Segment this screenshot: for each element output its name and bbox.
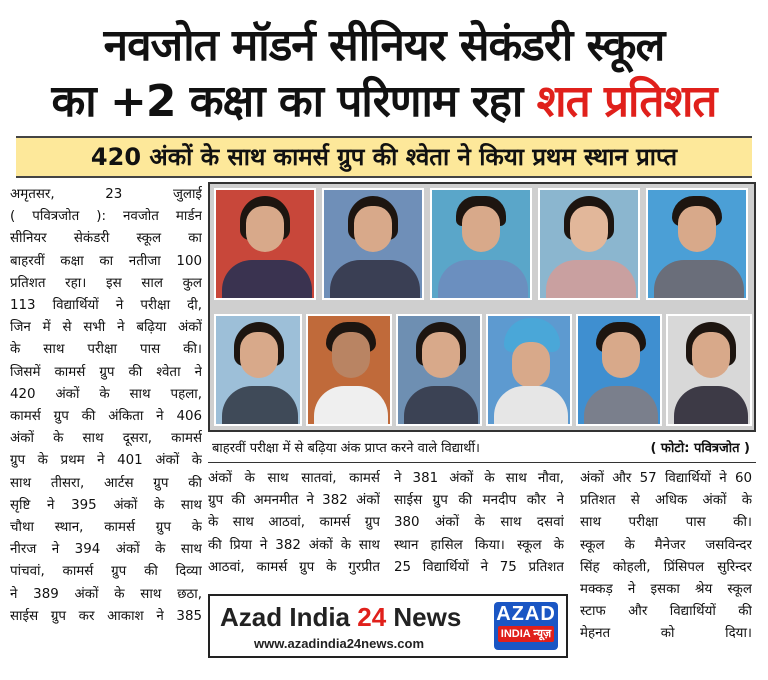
brand-name-suffix: News (386, 602, 462, 632)
student-photo-collage (208, 182, 756, 432)
article-line: ने 389 अंकों के साथ छठा, (10, 586, 202, 602)
article-line: स्टाफ और विद्यार्थियों की (580, 604, 752, 620)
article-line: जिसमें कामर्स ग्रुप की श्वेता ने (10, 364, 202, 380)
article-line: मेहनत को दिया। (580, 626, 752, 642)
student-photo (214, 188, 316, 300)
article-line: सिंह कोहली, प्रिंसिपल सुरिन्दर (580, 559, 752, 575)
article-column-4 (580, 468, 752, 646)
subheadline-bar: 420 अंकों के साथ कामर्स ग्रुप की श्वेता ने किया प्रथम स्थान प्राप्त (16, 136, 752, 178)
article-line: ने 381 अंकों के साथ नौवा, (394, 471, 564, 486)
student-photo (666, 314, 752, 426)
student-photo (576, 314, 662, 426)
headline-line2 (0, 74, 768, 130)
article-line: अमृतसर, 23 जुलाई (10, 187, 202, 202)
article-line: बाहरवीं कक्षा का नतीजा 100 (10, 253, 202, 269)
article-line: के साथ परीक्षा पास की। (10, 342, 202, 358)
article-line: साथ परीक्षा पास की। (580, 515, 752, 531)
article-line: स्कूल के मैनेजर जसविन्दर (580, 537, 752, 553)
article-line: अंकों के साथ सातवां, कामर्स (208, 471, 380, 486)
headline-line1: नवजोत मॉडर्न सीनियर सेकंडरी स्कूल (103, 20, 665, 71)
article-line: 25 विद्यार्थियों ने 75 प्रतिशत (394, 559, 564, 575)
photo-credit: ( फोटो: पवित्रजोत ) (650, 441, 750, 456)
article-line: 380 अंकों के साथ दसवां (394, 515, 564, 531)
article-line: स्थान हासिल किया। स्कूल के (394, 537, 564, 553)
article-line: के साथ आठवां, कामर्स ग्रुप (208, 515, 380, 531)
article-line: साईस ग्रुप की मनदीप कौर ने (394, 493, 564, 509)
student-photo (396, 314, 482, 426)
article-line: सृष्टि ने 395 अंकों के साथ (10, 497, 202, 513)
article-line: आठवां, कामर्स ग्रुप के गुरप्रीत (208, 559, 380, 575)
article-line: ( पवित्रजोत ): नवजोत मार्डन (10, 209, 202, 225)
student-photo (430, 188, 532, 300)
article-column-3 (394, 468, 564, 579)
article-line: ग्रुप के प्रथम ने 401 अंकों के (10, 453, 202, 469)
brand-banner (208, 594, 568, 658)
student-photo (646, 188, 748, 300)
headline-highlight: शत प्रतिशत (536, 76, 717, 127)
article-line: नीरज ने 394 अंकों के साथ (10, 542, 202, 558)
article-line: साथ तीसरा, आर्टस ग्रुप की (10, 475, 202, 491)
student-photo (306, 314, 392, 426)
article-line: अंकों के साथ दूसरा, कामर्स (10, 431, 202, 447)
student-photo (322, 188, 424, 300)
article-line: कामर्स ग्रुप की अंकिता ने 406 (10, 409, 202, 425)
photo-caption-bar (208, 436, 756, 463)
brand-name-prefix: Azad India (220, 602, 358, 632)
article-line: 420 अंकों के साथ पहला, (10, 386, 202, 402)
brand-logo-icon (494, 602, 558, 650)
student-photo (214, 314, 302, 426)
logo-top-text: AZAD (496, 603, 556, 625)
article-line: अंकों और 57 विद्यार्थियों ने 60 (580, 471, 752, 486)
article-line: मक्कड़ ने इसका श्रेय स्कूल (580, 582, 752, 598)
article-column-1 (10, 184, 202, 628)
article-line: पांचवां, कामर्स ग्रुप की दिव्या (10, 564, 202, 580)
article-column-2 (208, 468, 380, 579)
article-line: प्रतिशत रहा। इस साल कुल (10, 275, 202, 291)
headline-line2-prefix: का +2 कक्षा का परिणाम रहा (51, 76, 523, 127)
photo-caption: बाहरवीं परीक्षा में से बढ़िया अंक प्राप्त करने वाले विद्यार्थी। (212, 441, 480, 456)
article-line: साईस ग्रुप कर आकाश ने 385 (10, 608, 202, 624)
article-line: प्रतिशत से अधिक अंकों के (580, 493, 752, 509)
brand-name-number: 24 (357, 602, 387, 632)
article-line: सीनियर सेकंडरी स्कूल का (10, 231, 202, 247)
article-line: जिन में से सभी ने बढ़िया अंकों (10, 320, 202, 336)
brand-name (220, 602, 461, 633)
article-line: की प्रिया ने 382 अंकों के साथ (208, 537, 380, 553)
student-photo (486, 314, 572, 426)
article-line: 113 विद्यार्थियों ने परीक्षा दी, (10, 298, 202, 314)
article-line: ग्रुप की अमनमीत ने 382 अंकों (208, 493, 380, 509)
brand-url[interactable]: www.azadindia24news.com (254, 636, 425, 651)
article-line: चौथा स्थान, कामर्स ग्रुप के (10, 520, 202, 536)
logo-bottom-text: INDIA न्यूज़ (498, 626, 554, 642)
student-photo (538, 188, 640, 300)
